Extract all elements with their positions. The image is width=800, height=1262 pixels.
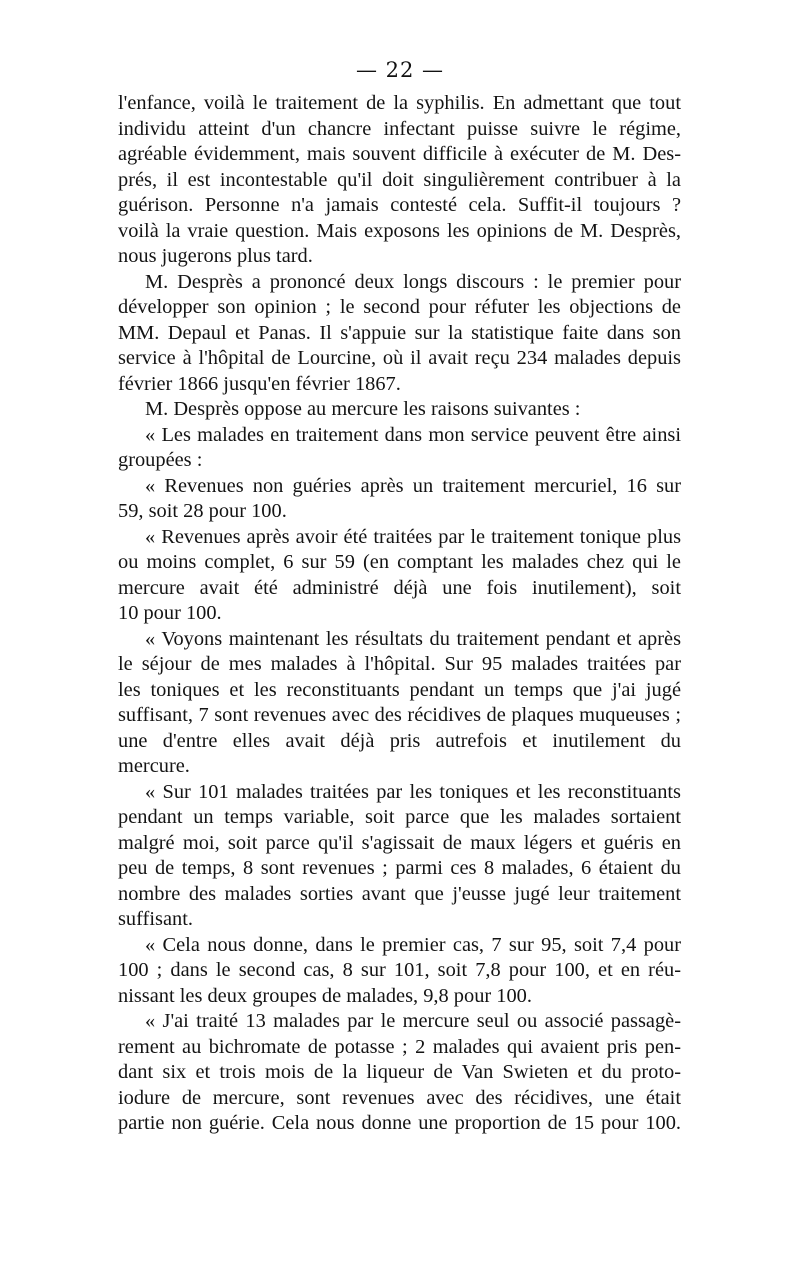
text-line: pendant un temps variable, soit parce que les malades sortaient <box>118 806 681 828</box>
text-line: 100 ; dans le second cas, 8 sur 101, soit 7,8 pour 100, et en réu- <box>118 959 681 981</box>
text-line: M. Desprès oppose au mercure les raisons suivantes : <box>145 398 581 420</box>
text-line: groupées : <box>118 449 203 471</box>
text-line: développer son opinion ; le second pour réfuter les objections de <box>118 296 681 318</box>
text-line: mercure. <box>118 755 190 777</box>
text-line: guérison. Personne n'a jamais contesté cela. Suffit-il toujours ? <box>118 194 681 216</box>
text-line: « Voyons maintenant les résultats du traitement pendant et après <box>145 627 681 650</box>
text-line: une d'entre elles avait déjà pris autrefois et inutilement du <box>118 729 681 752</box>
text-line: « Revenues après avoir été traitées par le traitement tonique plus <box>145 525 681 548</box>
text-line: « J'ai traité 13 malades par le mercure seul ou associé passagè- <box>145 1010 681 1032</box>
text-line: peu de temps, 8 sont revenues ; parmi ces 8 malades, 6 étaient du <box>118 857 681 879</box>
text-line: 59, soit 28 pour 100. <box>118 500 287 522</box>
text-line: nombre des malades sorties avant que j'eusse jugé leur traitement <box>118 882 681 905</box>
text-line: nous jugerons plus tard. <box>118 245 313 267</box>
text-line: malgré moi, soit parce qu'il s'agissait de maux légers et guéris en <box>118 831 681 854</box>
text-line: service à l'hôpital de Lourcine, où il avait reçu 234 malades depuis <box>118 347 681 369</box>
text-line: le séjour de mes malades à l'hôpital. Sur 95 malades traitées par <box>118 653 681 675</box>
body-text <box>118 91 681 1137</box>
page-number: — 22 — <box>355 58 445 82</box>
text-line: voilà la vraie question. Mais exposons les opinions de M. Desprès, <box>118 219 681 242</box>
text-line: « Les malades en traitement dans mon service peuvent être ainsi <box>145 423 681 446</box>
text-line: partie non guérie. Cela nous donne une proportion de 15 pour 100. <box>118 1112 681 1134</box>
text-line: 10 pour 100. <box>118 602 222 624</box>
text-line: février 1866 jusqu'en février 1867. <box>118 372 401 395</box>
text-line: ou moins complet, 6 sur 59 (en comptant les malades chez qui le <box>118 551 681 573</box>
text-line: suffisant, 7 sont revenues avec des récidives de plaques muqueuses ; <box>118 704 681 726</box>
text-line: MM. Depaul et Panas. Il s'appuie sur la statistique faite dans son <box>118 321 681 344</box>
text-line: « Cela nous donne, dans le premier cas, 7 sur 95, soit 7,4 pour <box>145 933 681 956</box>
text-line: rement au bichromate de potasse ; 2 malades qui avaient pris pen- <box>118 1035 681 1058</box>
text-line: l'enfance, voilà le traitement de la syphilis. En admettant que tout <box>118 92 681 114</box>
text-line: dant six et trois mois de la liqueur de Van Swieten et du proto- <box>118 1061 681 1083</box>
text-line: agréable évidemment, mais souvent difficile à exécuter de M. Des- <box>118 143 681 165</box>
text-line: individu atteint d'un chancre infectant puisse suivre le régime, <box>118 117 681 140</box>
text-line: mercure avait été administré déjà une fois inutilement), soit <box>118 576 681 599</box>
text-line: « Revenues non guéries après un traitement mercuriel, 16 sur <box>145 474 681 497</box>
text-line: prés, il est incontestable qu'il doit singulièrement contribuer à la <box>118 168 681 191</box>
text-line: les toniques et les reconstituants pendant un temps que j'ai jugé <box>118 678 681 701</box>
text-line: iodure de mercure, sont revenues avec des récidives, une était <box>118 1086 681 1109</box>
text-line: M. Desprès a prononcé deux longs discours : le premier pour <box>145 270 681 293</box>
text-line: nissant les deux groupes de malades, 9,8 pour 100. <box>118 984 532 1007</box>
text-line: « Sur 101 malades traitées par les toniques et les reconstituants <box>145 780 681 803</box>
text-line: suffisant. <box>118 908 193 930</box>
